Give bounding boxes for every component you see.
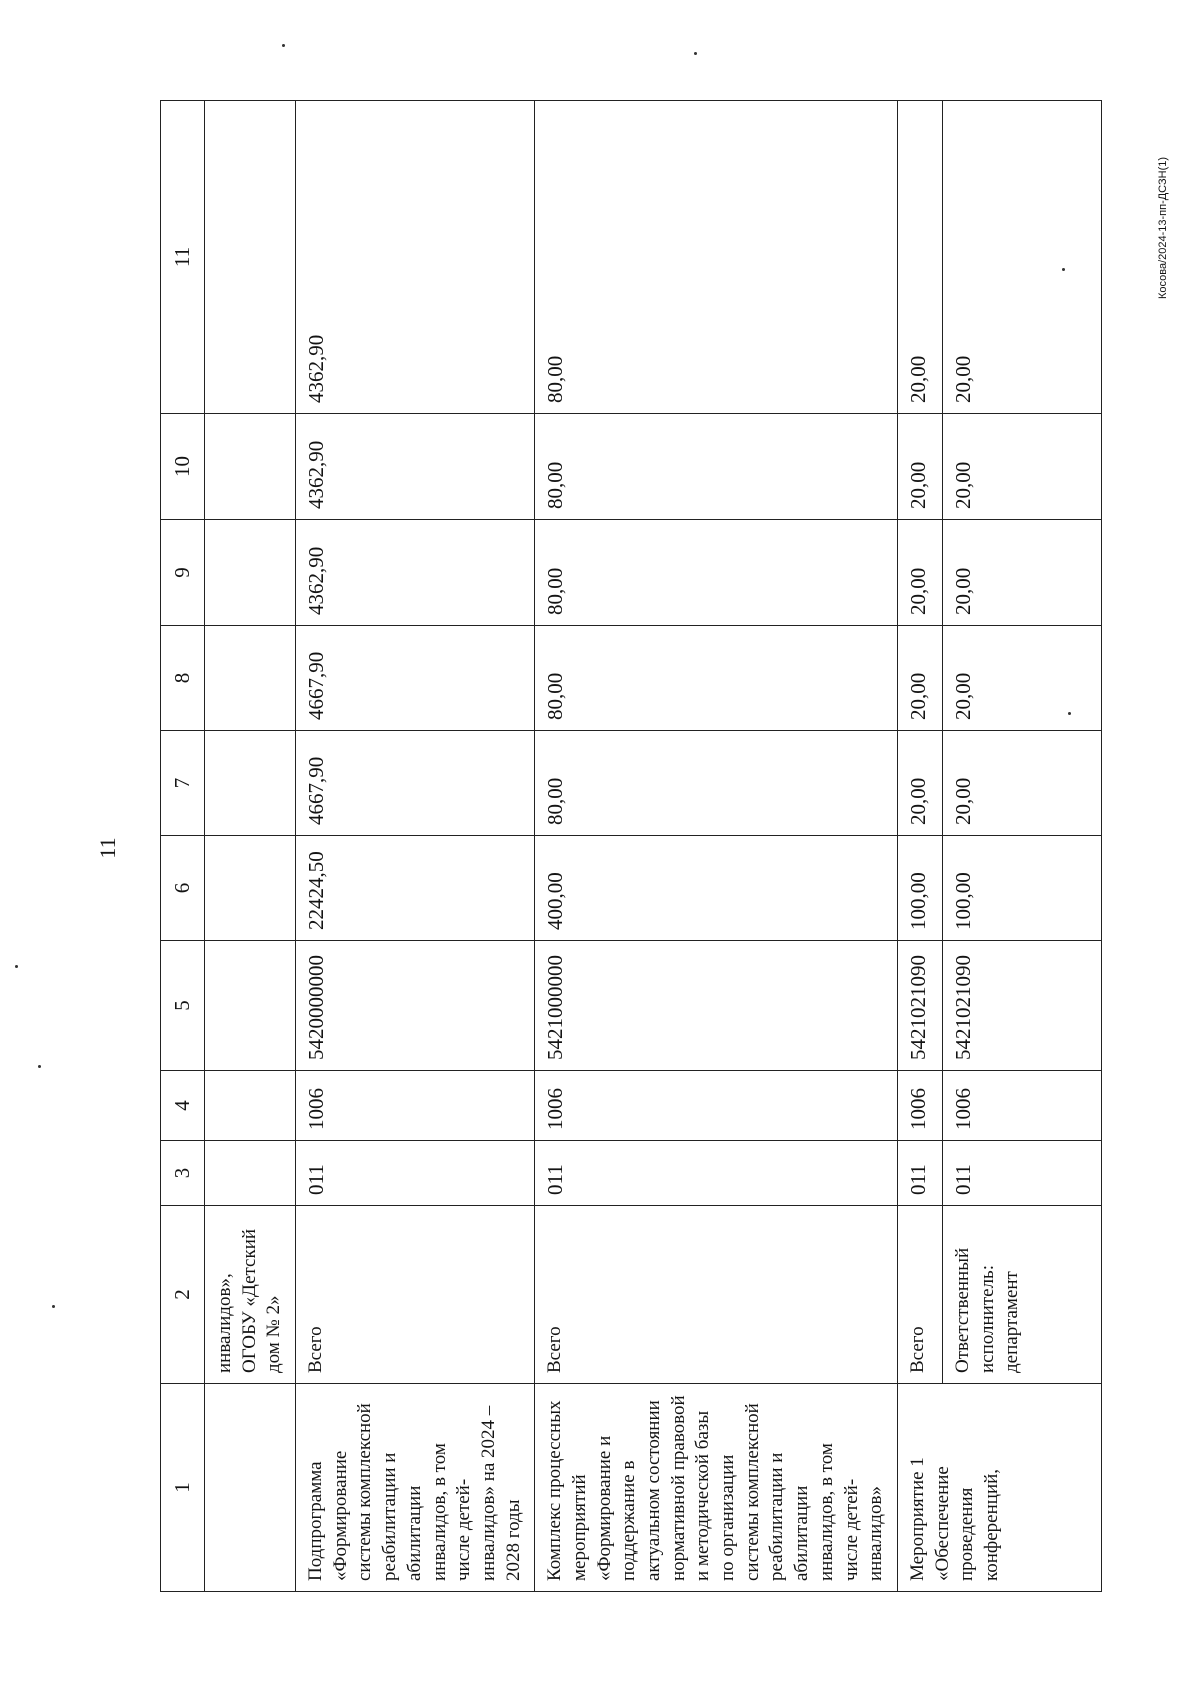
cell-year-value	[205, 520, 296, 626]
cell-section	[205, 1071, 296, 1141]
column-number: 8	[161, 626, 205, 731]
cell-year-value: 80,00	[535, 414, 898, 520]
cell-total	[205, 836, 296, 941]
row-funding-source: инвалидов», ОГОБУ «Детский дом № 2»	[205, 1206, 296, 1384]
column-number-row	[161, 101, 205, 1592]
cell-year-value: 4362,90	[296, 520, 535, 626]
scan-speck	[1068, 712, 1071, 715]
cell-year-value: 4667,90	[296, 626, 535, 731]
cell-year-value	[205, 414, 296, 520]
cell-year-value: 20,00	[897, 626, 942, 731]
column-number: 3	[161, 1141, 205, 1206]
column-number: 1	[161, 1384, 205, 1592]
cell-total: 400,00	[535, 836, 898, 941]
cell-total: 100,00	[897, 836, 942, 941]
cell-year-value	[205, 101, 296, 414]
column-number: 10	[161, 414, 205, 520]
row-funding-source: Всего	[296, 1206, 535, 1384]
cell-year-value: 20,00	[897, 731, 942, 836]
scan-speck	[282, 44, 285, 47]
cell-year-value: 4362,90	[296, 414, 535, 520]
row-title: Подпрограмма «Формирование системы комплексной реабилитации и абилитации инвалидов, в том числе детей-инвалидов» на 2024 – 2028 годы	[296, 1384, 535, 1592]
scan-speck	[52, 1305, 55, 1308]
table-wrapper	[160, 101, 1071, 1592]
scan-speck	[38, 1065, 41, 1068]
cell-year-value: 20,00	[942, 101, 1101, 414]
row-title	[205, 1384, 296, 1592]
cell-grbs: 011	[296, 1141, 535, 1206]
cell-section: 1006	[535, 1071, 898, 1141]
column-number: 4	[161, 1071, 205, 1141]
column-number: 11	[161, 101, 205, 414]
table-row	[205, 101, 296, 1592]
column-number: 5	[161, 941, 205, 1071]
cell-target-code: 5421000000	[535, 941, 898, 1071]
cell-section: 1006	[942, 1071, 1101, 1141]
row-funding-source: Всего	[897, 1206, 942, 1384]
cell-year-value: 80,00	[535, 731, 898, 836]
cell-year-value: 20,00	[942, 626, 1101, 731]
cell-target-code: 5420000000	[296, 941, 535, 1071]
cell-year-value: 20,00	[942, 731, 1101, 836]
cell-total: 22424,50	[296, 836, 535, 941]
cell-year-value: 4362,90	[296, 101, 535, 414]
cell-year-value: 20,00	[897, 520, 942, 626]
cell-year-value	[205, 731, 296, 836]
scan-speck	[694, 52, 697, 55]
cell-section: 1006	[296, 1071, 535, 1141]
table-row	[897, 101, 942, 1592]
cell-year-value: 80,00	[535, 101, 898, 414]
page-number: 11	[95, 837, 120, 859]
column-number: 2	[161, 1206, 205, 1384]
budget-table	[160, 100, 1102, 1592]
scan-speck	[15, 965, 18, 968]
cell-target-code: 5421021090	[897, 941, 942, 1071]
cell-total: 100,00	[942, 836, 1101, 941]
cell-grbs: 011	[942, 1141, 1101, 1206]
column-number: 9	[161, 520, 205, 626]
row-title: Мероприятие 1 «Обеспечение проведения конференций,	[897, 1384, 1101, 1592]
cell-year-value: 20,00	[942, 414, 1101, 520]
row-funding-source: Ответственный исполнитель: департамент	[942, 1206, 1101, 1384]
cell-year-value: 80,00	[535, 520, 898, 626]
cell-year-value: 20,00	[897, 414, 942, 520]
cell-target-code	[205, 941, 296, 1071]
cell-year-value: 80,00	[535, 626, 898, 731]
row-title: Комплекс процессных мероприятий «Формирование и поддержание в актуальном состоянии нормативной правовой и методической базы по организации системы комплексной реабилитации и абилитации инвалидов, в том числе детей-инвалидов»	[535, 1384, 898, 1592]
cell-section: 1006	[897, 1071, 942, 1141]
cell-grbs: 011	[535, 1141, 898, 1206]
table-row	[942, 101, 1101, 1592]
table-row	[296, 101, 535, 1592]
table-row	[535, 101, 898, 1592]
column-number: 6	[161, 836, 205, 941]
scan-speck	[1062, 268, 1065, 271]
cell-year-value	[205, 626, 296, 731]
document-reference: Косова/2024-13-пп-ДСЗН(1)	[1157, 156, 1169, 300]
cell-target-code: 5421021090	[942, 941, 1101, 1071]
row-funding-source: Всего	[535, 1206, 898, 1384]
cell-grbs: 011	[897, 1141, 942, 1206]
cell-grbs	[205, 1141, 296, 1206]
cell-year-value: 20,00	[942, 520, 1101, 626]
column-number: 7	[161, 731, 205, 836]
cell-year-value: 20,00	[897, 101, 942, 414]
cell-year-value: 4667,90	[296, 731, 535, 836]
